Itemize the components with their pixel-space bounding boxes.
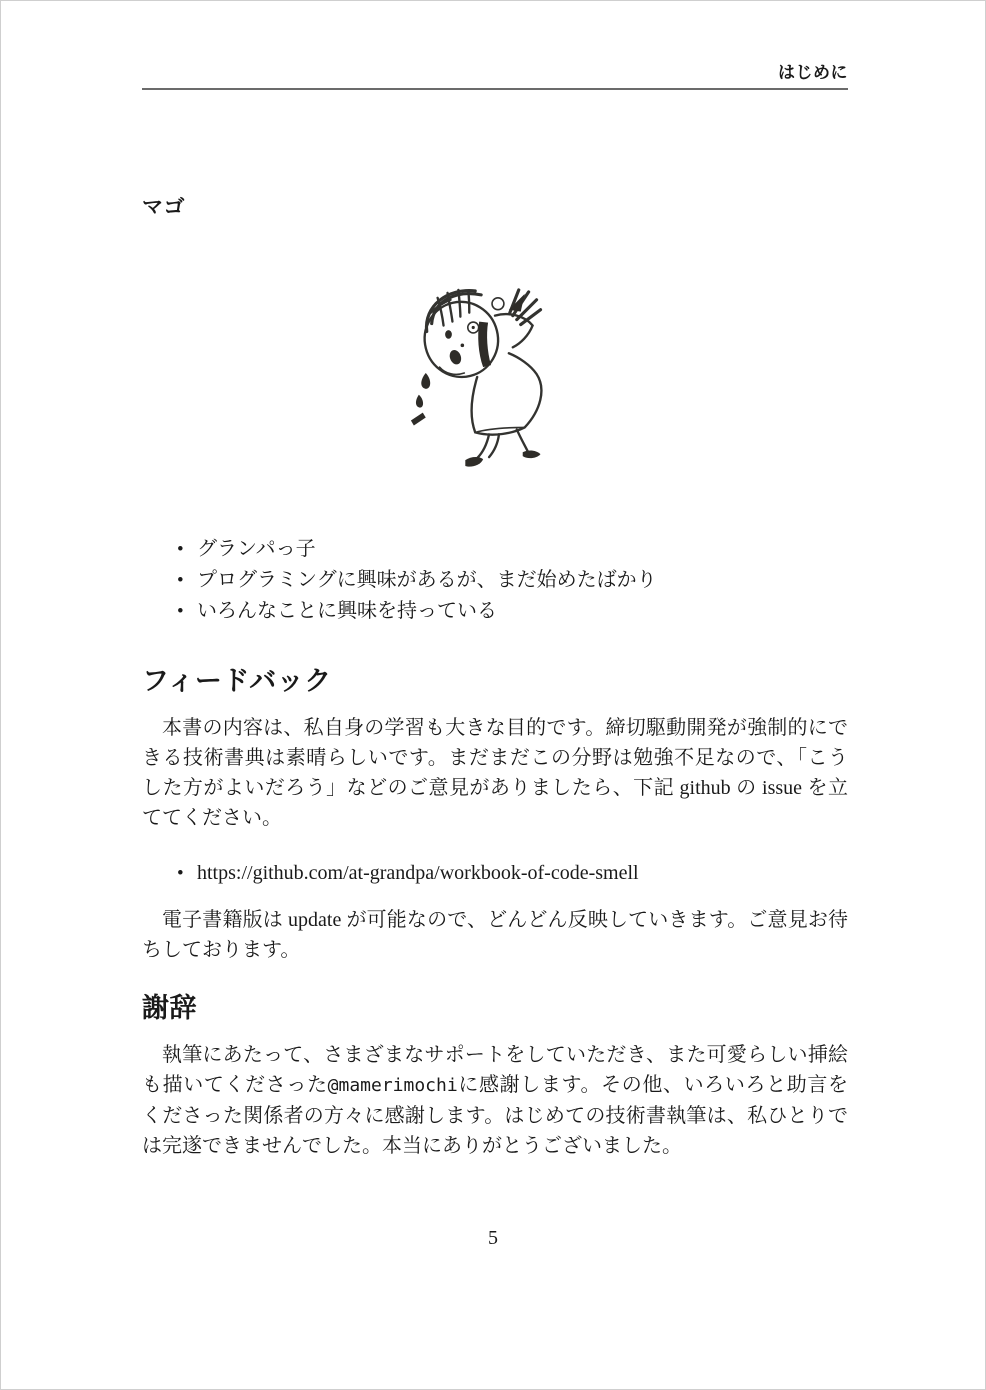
list-item: • グランパっ子 [197, 534, 848, 565]
section-heading-feedback: フィードバック [142, 666, 332, 696]
ack-text-after: に感謝します。その他、いろいろと助言をくださった関係者の方々に感謝します。はじめての技術書執筆は、私ひとりでは完遂できませんでした。本当にありがとうございました。 [142, 1074, 848, 1157]
page-header [142, 1, 848, 90]
page-footer [1, 1227, 985, 1250]
feedback-paragraph-1: 本書の内容は、私自身の学習も大きな目的です。締切駆動開発が強制的にできる技術書典は素晴らしいです。まだまだこの分野は勉強不足なので、「こうした方がよいだろう」などのご意見がありましたら、下記 github の issue を立ててください。 [142, 717, 848, 829]
illustration-container [142, 282, 848, 470]
girl-sketch-illustration [409, 282, 581, 470]
twitter-handle: @mamerimochi [327, 1075, 458, 1096]
list-item: • いろんなことに興味を持っている [197, 596, 848, 627]
list-item [197, 858, 848, 889]
running-title: はじめに [778, 63, 848, 82]
ack-text-before: 執筆にあたって、さまざまなサポートをしていただき、また可愛らしい挿絵も描いてくださった [142, 1044, 848, 1096]
section-heading-acknowledgements: 謝辞 [142, 993, 197, 1023]
acknowledgements-paragraph [142, 1040, 848, 1161]
feedback-paragraph-2: 電子書籍版は update が可能なので、どんどん反映していきます。ご意見お待ちしております。 [142, 909, 848, 961]
traits-list [142, 534, 848, 627]
github-repo-link[interactable]: https://github.com/at-grandpa/workbook-of-code-smell [197, 862, 639, 884]
url-list [142, 858, 848, 889]
subsection-heading-mago: マゴ [142, 196, 185, 219]
list-item: • プログラミングに興味があるが、まだ始めたばかり [197, 565, 848, 596]
page-number: 5 [488, 1227, 498, 1249]
